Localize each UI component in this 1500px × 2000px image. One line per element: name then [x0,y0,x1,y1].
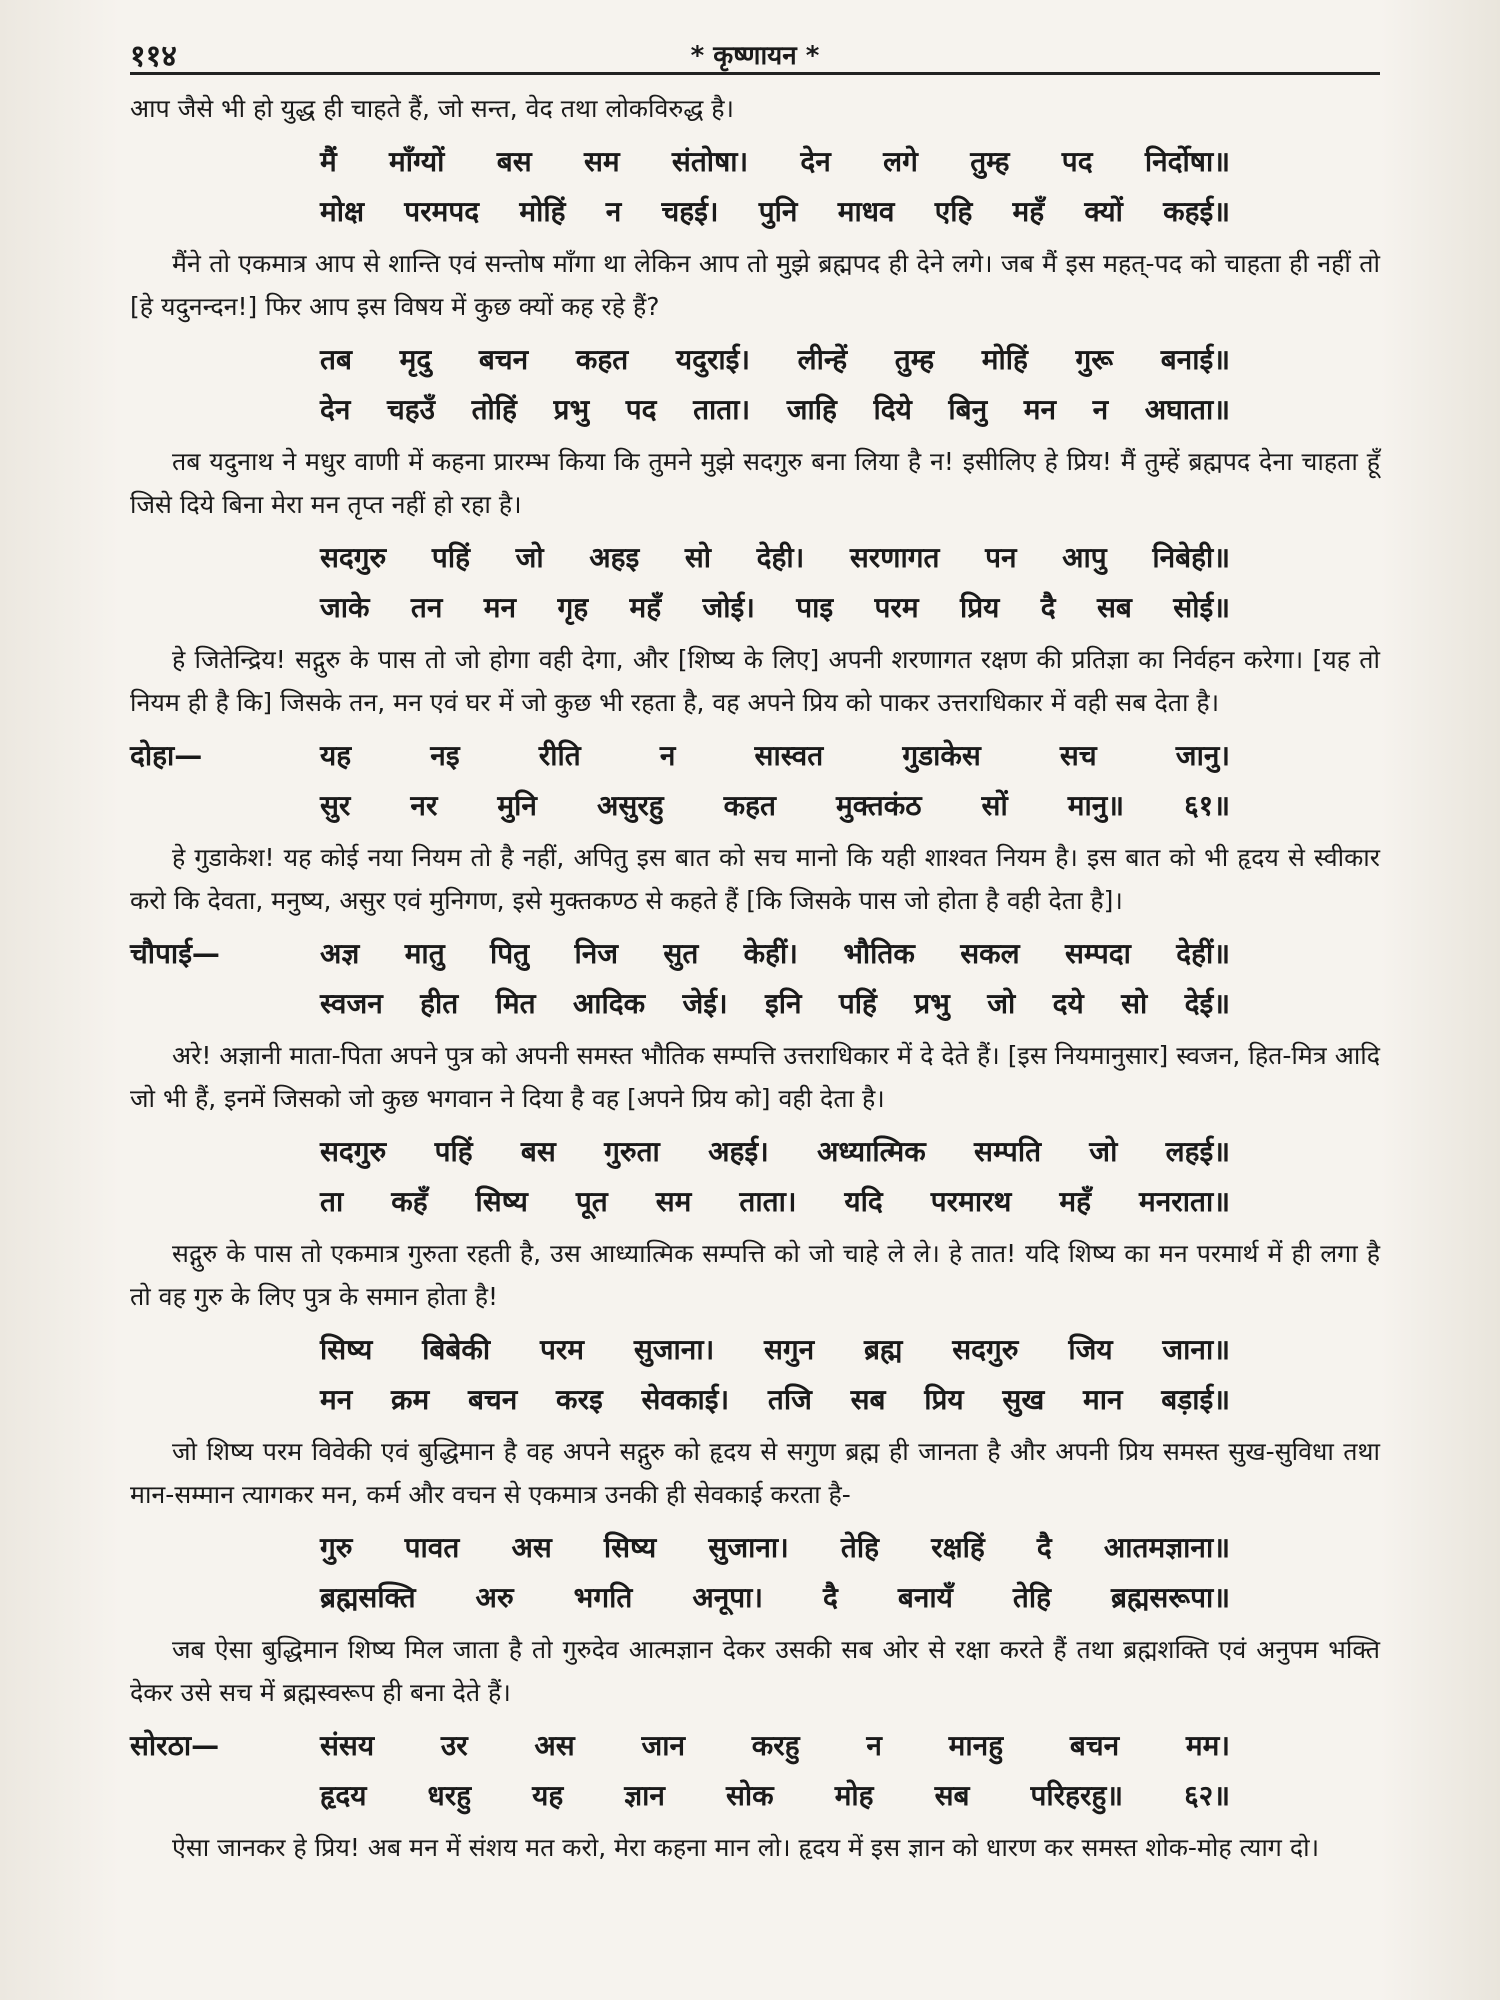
verse-block [130,1128,1380,1226]
verse-row [130,782,1380,830]
verse-line: जाके तन मन गृह महँ जोई। पाइ परम प्रिय दै सब सोई॥ [320,591,1230,624]
commentary-paragraph: आप जैसे भी हो युद्ध ही चाहते हैं, जो सन्त, वेद तथा लोकविरुद्ध है। [130,94,735,123]
verse-block [130,1326,1380,1424]
verse-row [130,1376,1380,1424]
verse-line: सदगुरु पहिं बस गुरुता अहई। अध्यात्मिक सम्पति जो लहई॥ [320,1135,1230,1168]
commentary-paragraph: मैंने तो एकमात्र आप से शान्ति एवं सन्तोष माँगा था लेकिन आप तो मुझे ब्रह्मपद ही देने लगे। जब मैं इस महत्-पद को चाहता ही नहीं तो [हे यदुनन्दन!] फिर आप इस विषय में कुछ क्यों कह रहे हैं? [130,249,1380,321]
verse-row [130,1128,1380,1176]
commentary-paragraph: जब ऐसा बुद्धिमान शिष्य मिल जाता है तो गुरुदेव आत्मज्ञान देकर उसकी सब ओर से रक्षा करते हैं तथा ब्रह्मशक्ति एवं अनुपम भक्ति देकर उसे सच में ब्रह्मस्वरूप ही बना देते हैं। [130,1635,1380,1707]
verse-line: यह नइ रीति न सास्वत गुडाकेस सच जानु। [320,739,1230,772]
verse-line: हृदय धरहु यह ज्ञान सोक मोह सब परिहरहु॥ ६२॥ [320,1779,1230,1812]
verse-line: मैं माँग्यों बस सम संतोषा। देन लगे तुम्ह पद निर्दोषा॥ [320,145,1230,178]
verse-block [130,930,1380,1028]
verse-block [130,732,1380,830]
verse-line: ता कहँ सिष्य पूत सम ताता। यदि परमारथ महँ मनराता॥ [320,1185,1230,1218]
verse-line: अज्ञ मातु पितु निज सुत केहीं। भौतिक सकल सम्पदा देहीं॥ [320,937,1230,970]
running-title: * कृष्णायन * [690,41,820,71]
verse-row [130,732,1380,780]
commentary-paragraph: ऐसा जानकर हे प्रिय! अब मन में संशय मत करो, मेरा कहना मान लो। हृदय में इस ज्ञान को धारण कर समस्त शोक-मोह त्याग दो। [172,1833,1320,1862]
commentary-paragraph: जो शिष्य परम विवेकी एवं बुद्धिमान है वह अपने सद्गुरु को हृदय से सगुण ब्रह्म ही जानता है और अपनी प्रिय समस्त सुख-सुविधा तथा मान-सम्मान त्यागकर मन, कर्म और वचन से एकमात्र उनकी ही सेवकाई करता है- [130,1437,1380,1509]
commentary-paragraph: तब यदुनाथ ने मधुर वाणी में कहना प्रारम्भ किया कि तुमने मुझे सदगुरु बना लिया है न! इसीलिए हे प्रिय! मैं तुम्हें ब्रह्मपद देना चाहता हूँ जिसे दिये बिना मेरा मन तृप्त नहीं हो रहा है। [130,447,1380,519]
verse-line: गुरु पावत अस सिष्य सुजाना। तेहि रक्षहिं दै आतमज्ञाना॥ [320,1531,1230,1564]
verse-row [130,1772,1380,1820]
verse-row [130,1326,1380,1374]
page-body [130,87,1380,1869]
verse-row [130,138,1380,186]
verse-row [130,336,1380,384]
verse-row [130,980,1380,1028]
page-header [130,28,1380,75]
verse-block [130,336,1380,434]
verse-line: स्वजन हीत मित आदिक जेई। इनि पहिं प्रभु जो दये सो देई॥ [320,987,1230,1020]
verse-meter-label: चौपाई— [130,937,220,970]
verse-row [130,1722,1380,1770]
verse-line: सदगुरु पहिं जो अहइ सो देही। सरणागत पन आपु निबेही॥ [320,541,1230,574]
verse-line: सिष्य बिबेकी परम सुजाना। सगुन ब्रह्म सदगुरु जिय जाना॥ [320,1333,1230,1366]
verse-row [130,1178,1380,1226]
verse-row [130,584,1380,632]
verse-row [130,930,1380,978]
page-number: ११४ [130,39,177,74]
commentary-paragraph: अरे! अज्ञानी माता-पिता अपने पुत्र को अपनी समस्त भौतिक सम्पत्ति उत्तराधिकार में दे देते हैं। [इस नियमानुसार] स्वजन, हित-मित्र आदि जो भी हैं, इनमें जिसको जो कुछ भगवान ने दिया है वह [अपने प्रिय को] वही देता है। [130,1041,1380,1113]
verse-line: ब्रह्मसक्ति अरु भगति अनूपा। दै बनायँ तेहि ब्रह्मसरूपा॥ [320,1581,1230,1614]
commentary-paragraph: हे जितेन्द्रिय! सद्गुरु के पास तो जो होगा वही देगा, और [शिष्य के लिए] अपनी शरणागत रक्षण की प्रतिज्ञा का निर्वहन करेगा। [यह तो नियम ही है कि] जिसके तन, मन एवं घर में जो कुछ भी रहता है, वह अपने प्रिय को पाकर उत्तराधिकार में वही सब देता है। [130,645,1380,717]
verse-meter-label: दोहा— [130,739,203,772]
verse-line: देन चहउँ तोहिं प्रभु पद ताता। जाहि दिये बिनु मन न अघाता॥ [320,393,1230,426]
verse-block [130,138,1380,236]
commentary-paragraph: हे गुडाकेश! यह कोई नया नियम तो है नहीं, अपितु इस बात को सच मानो कि यही शाश्वत नियम है। इस बात को भी हृदय से स्वीकार करो कि देवता, मनुष्य, असुर एवं मुनिगण, इसे मुक्तकण्ठ से कहते हैं [कि जिसके पास जो होता है वही देता है]। [130,843,1380,915]
verse-row [130,1524,1380,1572]
verse-block [130,534,1380,632]
verse-meter-label: सोरठा— [130,1729,220,1762]
verse-line: मोक्ष परमपद मोहिं न चहई। पुनि माधव एहि महँ क्यों कहई॥ [320,195,1230,228]
verse-row [130,1574,1380,1622]
verse-row [130,188,1380,236]
verse-block [130,1524,1380,1622]
verse-line: तब मृदु बचन कहत यदुराई। लीन्हें तुम्ह मोहिं गुरू बनाई॥ [320,343,1230,376]
verse-block [130,1722,1380,1820]
verse-row [130,386,1380,434]
commentary-paragraph: सद्गुरु के पास तो एकमात्र गुरुता रहती है, उस आध्यात्मिक सम्पत्ति को जो चाहे ले ले। हे तात! यदि शिष्य का मन परमार्थ में ही लगा है तो वह गुरु के लिए पुत्र के समान होता है! [130,1239,1380,1311]
verse-line: सुर नर मुनि असुरहु कहत मुक्तकंठ सों मानु॥ ६१॥ [320,789,1230,822]
verse-row [130,534,1380,582]
verse-line: मन क्रम बचन करइ सेवकाई। तजि सब प्रिय सुख मान बड़ाई॥ [320,1383,1230,1416]
verse-line: संसय उर अस जान करहु न मानहु बचन मम। [320,1729,1230,1762]
